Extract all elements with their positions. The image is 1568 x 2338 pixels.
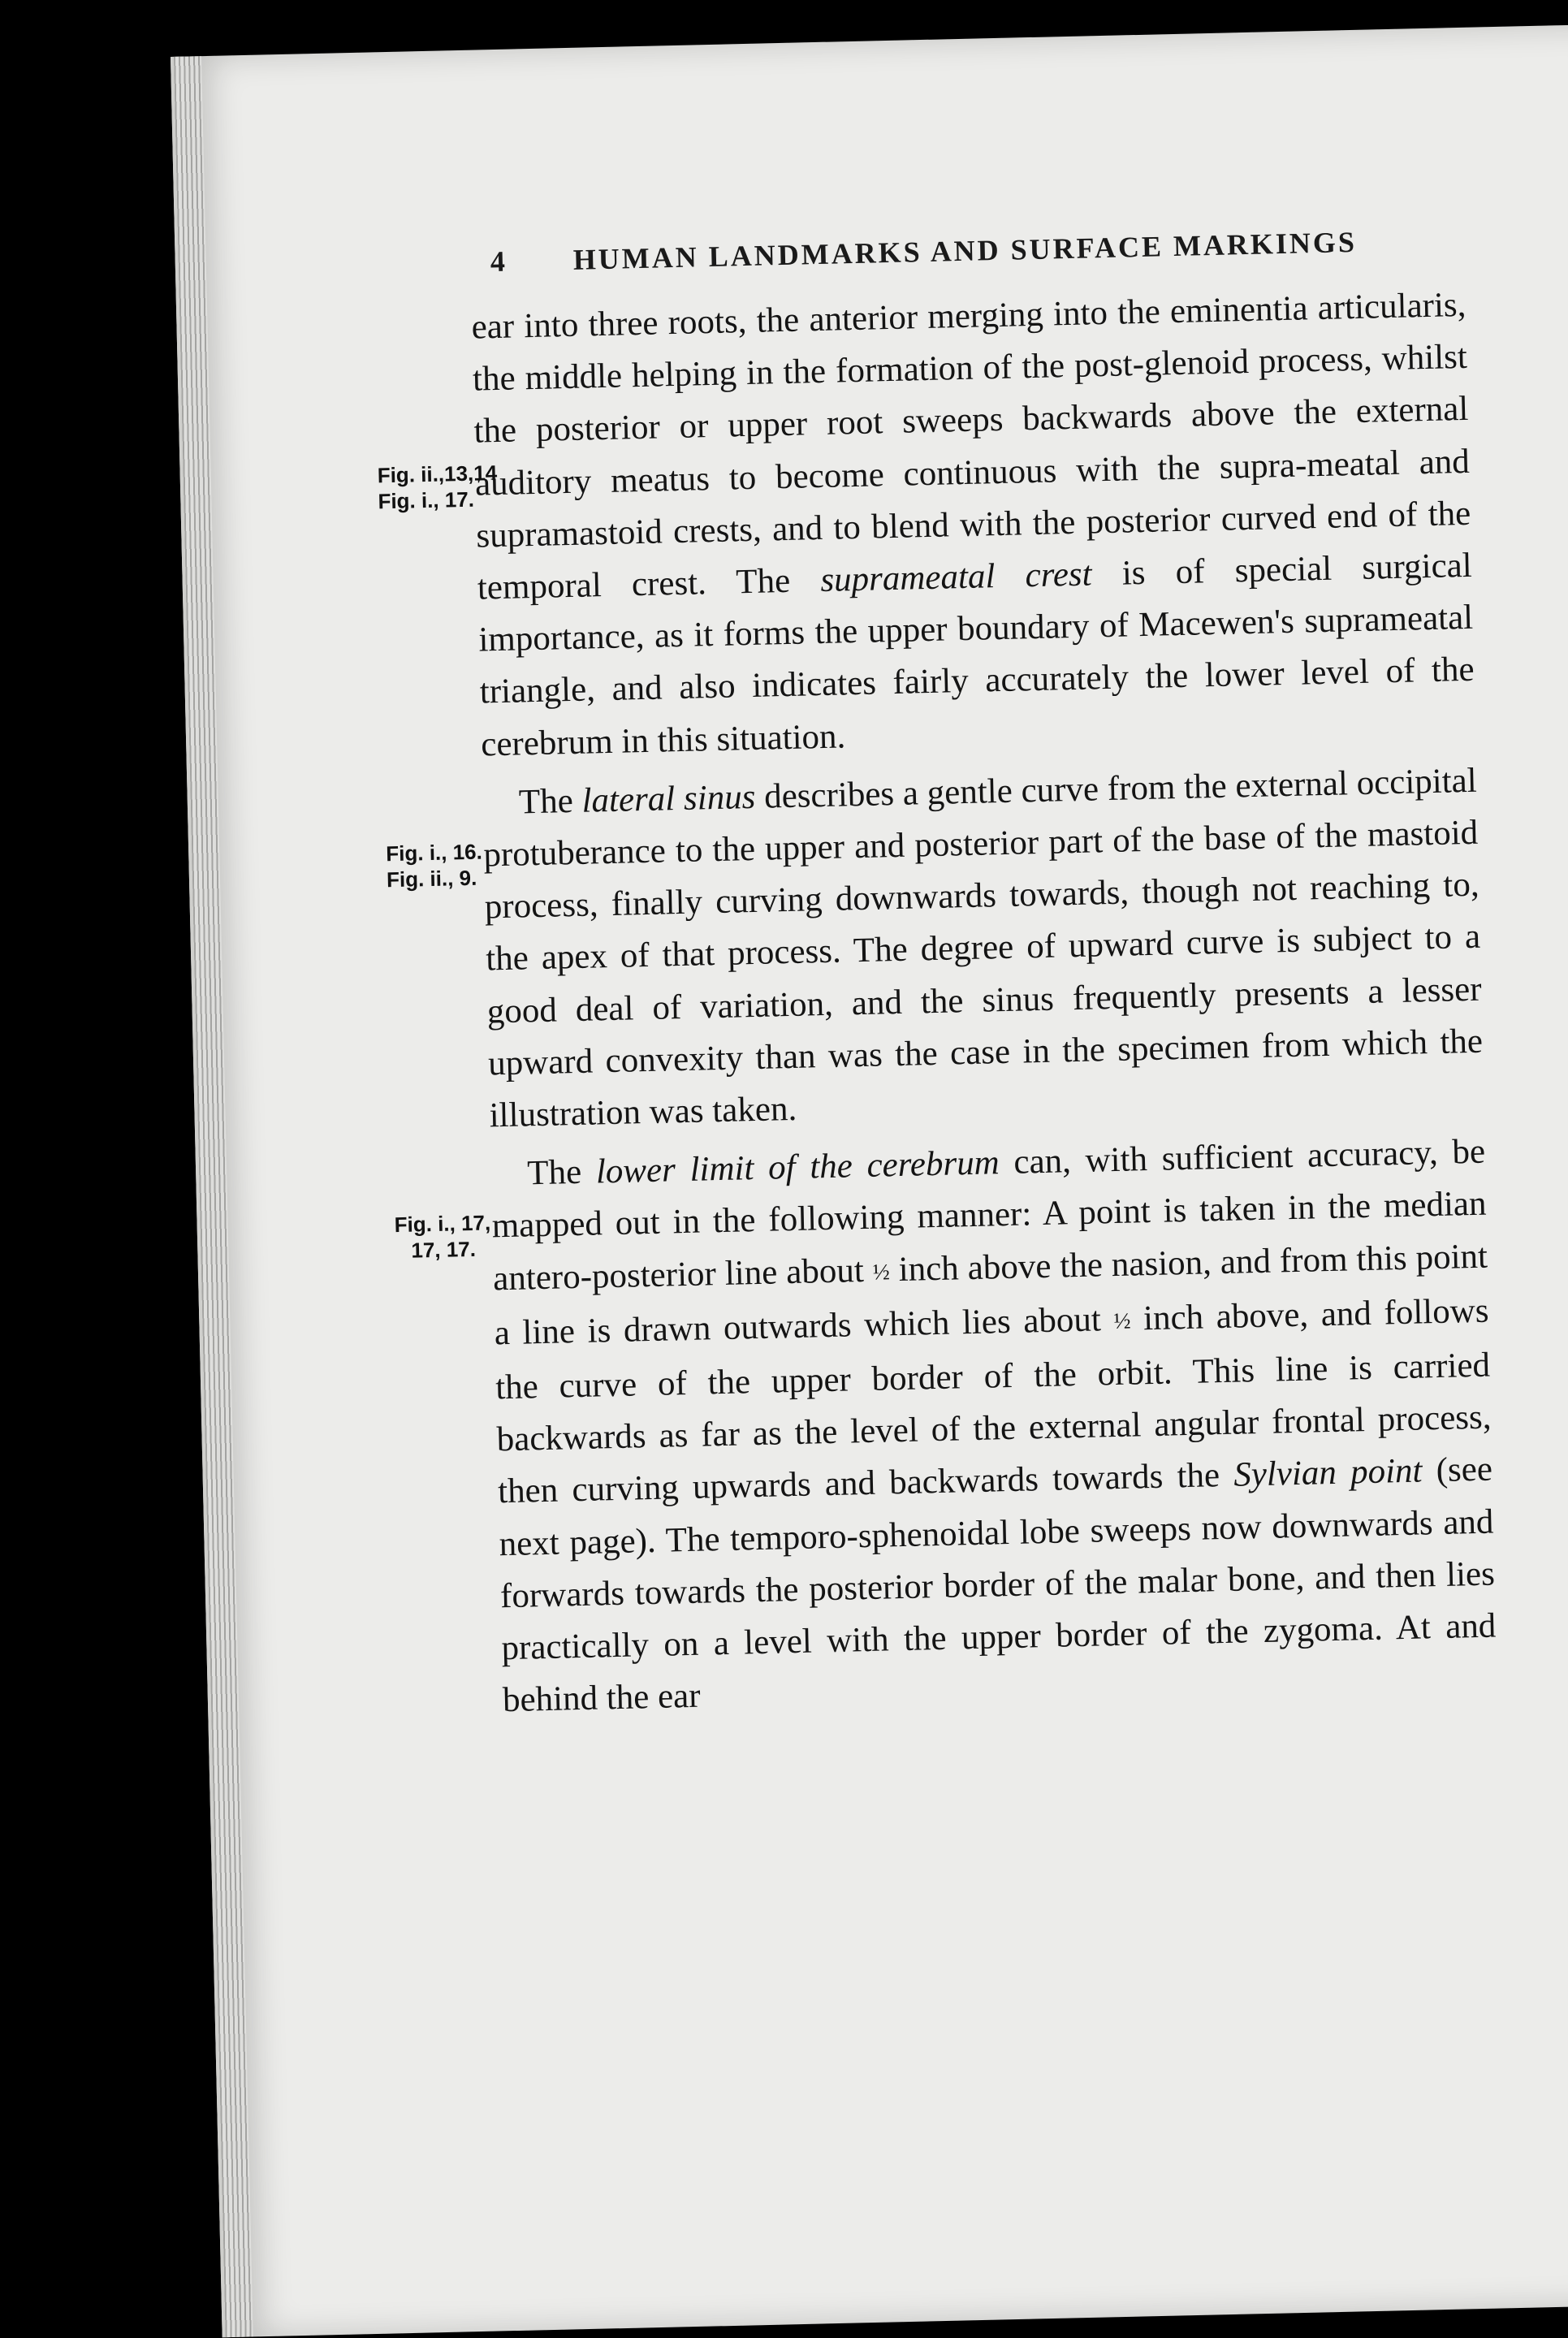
p3-text-d: manner: A point is taken in the median	[916, 1185, 1487, 1236]
margin-note-fig-i-16: Fig. i., 16.	[385, 839, 483, 866]
p3-text-c: accuracy, be mapped out in the following	[491, 1132, 1486, 1246]
margin-note-fig-i-17: Fig. i., 17.	[378, 486, 475, 514]
fraction-half-2: ½	[1113, 1308, 1131, 1334]
p2-text-b: describes a gentle curve from the	[763, 767, 1228, 816]
page-edge-stack	[174, 56, 253, 2337]
p1-text-c: meatus to become continuous with the supra-meatal and supramastoid crests, and to blend with the posterior curved end of the temporal crest. The	[475, 442, 1471, 607]
paragraph-2	[385, 755, 1484, 1143]
p3-text-h: (see next page). The temporo-sphenoidal lobe sweeps now downwards and forwards towards the posterior border of the malar bone, and then lies practically on a level with the upper border of the zygoma. At and behind the ear	[499, 1450, 1497, 1720]
p2-text-e: process, finally curving downwards towards, though not reaching to, the apex of that process. The degree of upward curve is subject to a good deal of variation, and the sinus frequently presents a lesser upward convexity than was the case in the specimen from which the illustration was taken.	[484, 865, 1484, 1135]
body-text	[377, 279, 1498, 1727]
margin-note-fig-i-17b: Fig. i., 17,	[394, 1210, 491, 1238]
p1-text-a: ear into three roots, the anterior merging into the eminentia articularis, the middle helping in the formation of the post-glenoid process, whilst the posterior or upper root	[471, 285, 1468, 452]
margin-note-fig-ii-9: Fig. ii., 9.	[386, 865, 477, 892]
term-lateral-sinus: lateral sinus	[581, 777, 756, 820]
book-page	[171, 25, 1568, 2338]
p1-text-b: sweeps backwards above the external auditory	[474, 390, 1469, 503]
term-sylvian-point: Sylvian point	[1233, 1451, 1423, 1495]
p3-text-a: The	[526, 1153, 582, 1193]
running-header	[490, 223, 1465, 279]
term-lower-limit-cerebrum: lower limit of the cerebrum	[595, 1143, 1000, 1191]
p2-text-a: The	[518, 781, 574, 822]
running-title: HUMAN LANDMARKS AND SURFACE MARKINGS	[572, 225, 1358, 276]
margin-note-fig-ii-13-14: Fig. ii.,13,14	[377, 460, 498, 488]
p1-text-d: is of special surgical importance, as it forms the upper boundary of Macewen's suprameatal triangle, and also indicates fairly accurately the lower level of the cerebrum in this situation.	[477, 546, 1475, 764]
paragraph-1	[377, 279, 1476, 771]
p2-text-c: external occipital protuberance to the upper	[482, 761, 1478, 875]
p3-text-f: inch above the nasion, and from this point a line is drawn outwards which lies about	[494, 1237, 1488, 1353]
margin-note-17-17: 17, 17.	[411, 1237, 477, 1263]
p2-text-d: and posterior part of the base of the mastoid	[853, 813, 1479, 866]
p3-text-e: antero-posterior line about	[492, 1251, 865, 1299]
p3-text-b: can, with sufficient	[1013, 1137, 1294, 1182]
paragraph-3	[394, 1126, 1498, 1727]
p3-text-g: inch above, and follows the curve of the upper border of the orbit. This line is carried backwards as far as the level of the external angular frontal process, then curving upwards and backwards towards the	[495, 1291, 1492, 1511]
term-suprameatal-crest: suprameatal crest	[819, 555, 1093, 600]
page-number: 4	[490, 244, 506, 279]
fraction-half-1: ½	[872, 1259, 891, 1286]
